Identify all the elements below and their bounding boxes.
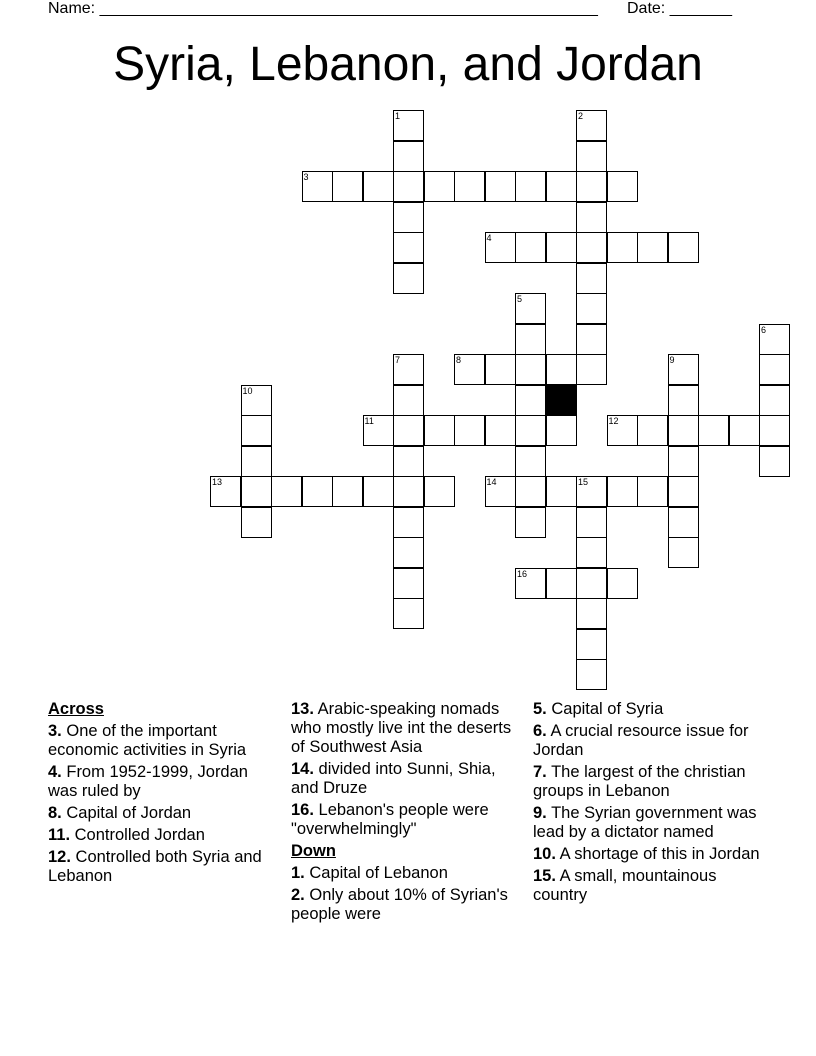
clue-number-6: 6 — [761, 324, 767, 335]
grid-cell[interactable] — [393, 568, 424, 599]
across-heading: Across — [48, 700, 104, 718]
clue-number-3: 3 — [303, 172, 309, 182]
clue-down-1: 1. Capital of Lebanon — [291, 864, 448, 882]
grid-cell[interactable] — [576, 141, 607, 172]
grid-cell[interactable] — [607, 476, 638, 507]
grid-cell[interactable] — [607, 568, 638, 599]
grid-cell[interactable] — [424, 171, 455, 202]
grid-cell[interactable] — [332, 476, 363, 507]
name-field-label: Name: ________________________________________________________ — [48, 0, 598, 17]
grid-cell[interactable] — [393, 537, 424, 568]
grid-cell[interactable] — [668, 476, 699, 507]
clue-number-7: 7 — [395, 355, 401, 365]
grid-cell[interactable] — [637, 476, 668, 507]
grid-cell[interactable] — [241, 507, 272, 538]
clue-across-14: 14. divided into Sunni, Shia, and Druze — [291, 760, 496, 797]
grid-cell[interactable] — [454, 171, 485, 202]
clue-across-16: 16. Lebanon's people were "overwhelmingly" — [291, 801, 489, 838]
grid-cell[interactable] — [241, 385, 272, 416]
clue-down-2: 2. Only about 10% of Syrian's people were — [291, 886, 508, 923]
grid-cell[interactable] — [210, 476, 241, 507]
grid-cell[interactable] — [607, 171, 638, 202]
grid-cell[interactable] — [759, 446, 790, 477]
grid-cell[interactable] — [241, 415, 272, 446]
grid-cell[interactable] — [759, 415, 790, 446]
grid-cell[interactable] — [576, 263, 607, 294]
grid-cell[interactable] — [576, 232, 607, 263]
grid-cell[interactable] — [454, 415, 485, 446]
grid-cell[interactable] — [576, 293, 607, 324]
clue-column-1 — [48, 700, 280, 889]
clue-number-10: 10 — [242, 385, 253, 396]
grid-cell[interactable] — [393, 354, 424, 385]
grid-cell[interactable] — [363, 171, 394, 202]
grid-cell[interactable] — [668, 354, 699, 385]
grid-cell[interactable] — [485, 415, 516, 446]
grid-cell[interactable] — [393, 476, 424, 507]
grid-cell[interactable] — [546, 354, 577, 385]
grid-cell[interactable] — [576, 171, 607, 202]
grid-cell[interactable] — [546, 415, 577, 446]
clue-down-5: 5. Capital of Syria — [533, 700, 664, 718]
grid-cell[interactable] — [515, 476, 546, 507]
grid-cell[interactable] — [515, 293, 546, 324]
down-heading: Down — [291, 842, 336, 860]
grid-cell[interactable] — [576, 110, 607, 141]
grid-cell[interactable] — [393, 415, 424, 446]
grid-cell[interactable] — [576, 659, 607, 690]
grid-cell[interactable] — [637, 232, 668, 263]
clue-column-3 — [533, 700, 765, 908]
clue-number-9: 9 — [669, 355, 675, 365]
grid-cell[interactable] — [515, 354, 546, 385]
grid-cell[interactable] — [668, 415, 699, 446]
clue-number-4: 4 — [486, 233, 492, 243]
clue-number-12: 12 — [608, 416, 619, 426]
clue-across-12: 12. Controlled both Syria and Lebanon — [48, 848, 262, 885]
grid-cell[interactable] — [515, 171, 546, 202]
clue-across-8: 8. Capital of Jordan — [48, 804, 192, 822]
grid-cell[interactable] — [668, 446, 699, 477]
grid-cell[interactable] — [485, 476, 516, 507]
grid-cell[interactable] — [393, 598, 424, 629]
grid-cell[interactable] — [485, 354, 516, 385]
grid-cell[interactable] — [393, 171, 424, 202]
grid-cell[interactable] — [393, 202, 424, 233]
clue-down-7: 7. The largest of the christian groups in Lebanon — [533, 763, 746, 800]
clue-across-3: 3. One of the important economic activities in Syria — [48, 722, 247, 759]
clue-number-13: 13 — [212, 477, 223, 487]
grid-cell[interactable] — [576, 598, 607, 629]
clue-across-13: 13. Arabic-speaking nomads who mostly live int the deserts of Southwest Asia — [291, 700, 512, 756]
date-field-label: Date: _______ — [627, 0, 732, 17]
grid-cell[interactable] — [515, 232, 546, 263]
grid-cell[interactable] — [515, 415, 546, 446]
black-cell — [546, 385, 577, 416]
grid-cell[interactable] — [576, 202, 607, 233]
clue-down-9: 9. The Syrian government was lead by a dictator named — [533, 804, 757, 841]
grid-cell[interactable] — [576, 354, 607, 385]
clue-across-11: 11. Controlled Jordan — [48, 826, 205, 844]
grid-cell[interactable] — [302, 171, 333, 202]
grid-cell[interactable] — [729, 415, 760, 446]
grid-cell[interactable] — [576, 629, 607, 660]
grid-cell[interactable] — [546, 232, 577, 263]
grid-cell[interactable] — [332, 171, 363, 202]
grid-cell[interactable] — [668, 385, 699, 416]
grid-cell[interactable] — [546, 171, 577, 202]
grid-cell[interactable] — [607, 415, 638, 446]
grid-cell[interactable] — [515, 507, 546, 538]
grid-cell[interactable] — [576, 324, 607, 355]
grid-cell[interactable] — [363, 415, 394, 446]
grid-cell[interactable] — [576, 507, 607, 538]
clue-across-4: 4. From 1952-1999, Jordan was ruled by — [48, 763, 248, 800]
grid-cell[interactable] — [241, 476, 272, 507]
grid-cell[interactable] — [668, 232, 699, 263]
grid-cell[interactable] — [393, 110, 424, 141]
clue-number-2: 2 — [578, 111, 584, 121]
clue-number-5: 5 — [517, 294, 523, 304]
grid-cell[interactable] — [576, 476, 607, 507]
clue-number-14: 14 — [486, 477, 497, 487]
grid-cell[interactable] — [393, 232, 424, 263]
grid-cell[interactable] — [393, 263, 424, 294]
grid-cell[interactable] — [607, 232, 638, 263]
grid-cell[interactable] — [576, 537, 607, 568]
grid-cell[interactable] — [485, 171, 516, 202]
grid-cell[interactable] — [485, 232, 516, 263]
grid-cell[interactable] — [424, 415, 455, 446]
grid-cell[interactable] — [393, 446, 424, 477]
clue-down-6: 6. A crucial resource issue for Jordan — [533, 722, 749, 759]
grid-cell[interactable] — [515, 568, 546, 599]
clue-number-1: 1 — [395, 111, 401, 121]
grid-cell[interactable] — [698, 415, 729, 446]
grid-cell[interactable] — [515, 324, 546, 355]
grid-cell[interactable] — [576, 568, 607, 599]
clue-number-16: 16 — [517, 568, 528, 579]
grid-cell[interactable] — [546, 568, 577, 599]
grid-cell[interactable] — [759, 354, 790, 385]
grid-cell[interactable] — [393, 385, 424, 416]
grid-cell[interactable] — [637, 415, 668, 446]
grid-cell[interactable] — [393, 507, 424, 538]
clue-number-8: 8 — [456, 355, 462, 365]
grid-cell[interactable] — [668, 507, 699, 538]
grid-cell[interactable] — [241, 446, 272, 477]
grid-cell[interactable] — [363, 476, 394, 507]
clue-down-15: 15. A small, mountainous country — [533, 867, 717, 904]
clue-down-10: 10. A shortage of this in Jordan — [533, 845, 760, 863]
grid-cell[interactable] — [759, 324, 790, 355]
grid-cell[interactable] — [271, 476, 302, 507]
grid-cell[interactable] — [454, 354, 485, 385]
grid-cell[interactable] — [515, 446, 546, 477]
grid-cell[interactable] — [668, 537, 699, 568]
puzzle-title: Syria, Lebanon, and Jordan — [113, 38, 703, 91]
grid-cell[interactable] — [424, 476, 455, 507]
grid-cell[interactable] — [302, 476, 333, 507]
clue-column-2 — [291, 700, 523, 927]
grid-cell[interactable] — [759, 385, 790, 416]
grid-cell[interactable] — [515, 385, 546, 416]
clue-number-15: 15 — [578, 477, 589, 487]
grid-cell[interactable] — [393, 141, 424, 172]
clue-number-11: 11 — [364, 416, 374, 426]
grid-cell[interactable] — [546, 476, 577, 507]
